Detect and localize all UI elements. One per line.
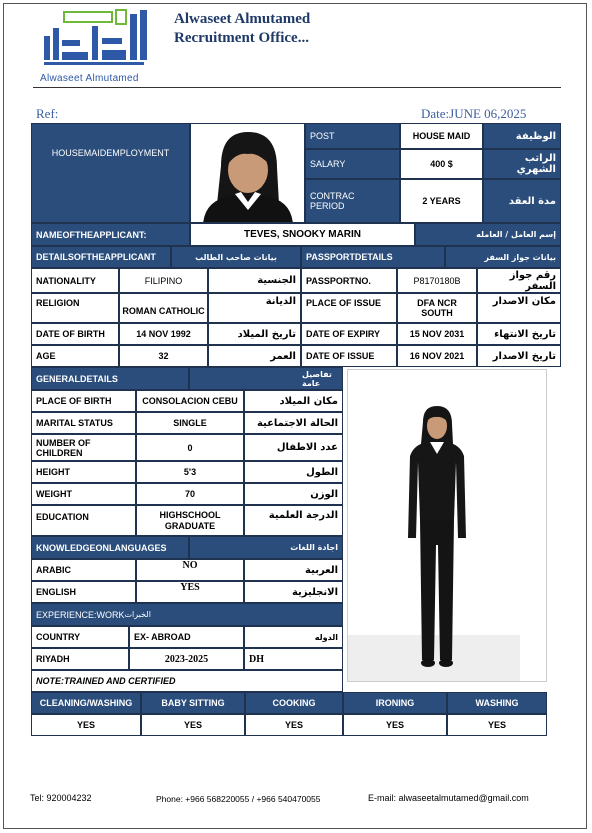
header-divider bbox=[33, 87, 561, 88]
skill-ironing-header: IRONING bbox=[343, 692, 447, 714]
arabic-label: ARABIC bbox=[31, 559, 136, 581]
place-issue-label: PLACE OF ISSUE bbox=[301, 293, 397, 323]
english-label: ENGLISH bbox=[31, 581, 136, 603]
footer-phone: Phone: +966 568220055 / +966 540470055 bbox=[156, 794, 321, 804]
dob-value: 14 NOV 1992 bbox=[119, 323, 208, 345]
applicant-fullbody-photo bbox=[347, 369, 547, 682]
skill-washing-header: WASHING bbox=[447, 692, 547, 714]
post-label: POST bbox=[305, 123, 400, 149]
country-arabic: الدوله bbox=[244, 626, 343, 648]
details-header-arabic: بيانات صاحب الطالب bbox=[171, 246, 301, 268]
nationality-label: NATIONALITY bbox=[31, 268, 119, 293]
education-label: EDUCATION bbox=[31, 505, 136, 536]
trained-note: NOTE:TRAINED AND CERTIFIED bbox=[31, 670, 343, 692]
passport-no-value: P8170180B bbox=[397, 268, 477, 293]
experience-role: DH bbox=[244, 648, 343, 670]
pob-label: PLACE OF BIRTH bbox=[31, 390, 136, 412]
height-arabic: الطول bbox=[244, 461, 343, 483]
skill-cleaning-header: CLEANING/WASHING bbox=[31, 692, 141, 714]
marital-label: MARITAL STATUS bbox=[31, 412, 136, 434]
place-issue-value: DFA NCR SOUTH bbox=[397, 293, 477, 323]
company-logo bbox=[40, 6, 160, 82]
dob-label: DATE OF BIRTH bbox=[31, 323, 119, 345]
contract-label: CONTRAC PERIOD bbox=[305, 179, 400, 223]
religion-arabic: الديانة bbox=[208, 293, 301, 323]
country-value: EX- ABROAD bbox=[129, 626, 244, 648]
name-arabic: إسم العامل / العامله bbox=[415, 223, 561, 246]
religion-label: RELIGION bbox=[31, 293, 119, 323]
salary-label: SALARY bbox=[305, 149, 400, 179]
logo-caption: Alwaseet Almutamed bbox=[40, 73, 139, 84]
footer-email: E-mail: alwaseetalmutamed@gmail.com bbox=[368, 793, 529, 803]
skill-cooking-header: COOKING bbox=[245, 692, 343, 714]
applicant-name: TEVES, SNOOKY MARIN bbox=[190, 223, 415, 246]
skill-cooking-value: YES bbox=[245, 714, 343, 736]
religion-value: ROMAN CATHOLIC bbox=[119, 293, 208, 323]
arabic-arabic: العربية bbox=[244, 559, 343, 581]
experience-header-en: EXPERIENCE:WORK bbox=[36, 609, 125, 620]
name-label: NAMEOFTHEAPPLICANT: bbox=[31, 223, 190, 246]
arabic-value: NO bbox=[136, 559, 244, 581]
english-arabic: الانجليزية bbox=[244, 581, 343, 603]
age-arabic: العمر bbox=[208, 345, 301, 367]
passport-no-label: PASSPORTNO. bbox=[301, 268, 397, 293]
position-title: HOUSEMAIDEMPLOYMENT bbox=[31, 123, 190, 223]
passport-header: PASSPORTDETAILS bbox=[301, 246, 445, 268]
date-label: Date:JUNE 06,2025 bbox=[421, 106, 527, 121]
company-subtitle: Recruitment Office... bbox=[174, 30, 309, 46]
contract-arabic: مدة العقد bbox=[483, 179, 561, 223]
marital-arabic: الحالة الاجتماعية bbox=[244, 412, 343, 434]
english-value: YES bbox=[136, 581, 244, 603]
company-name: Alwaseet Almutamed bbox=[174, 11, 311, 27]
age-value: 32 bbox=[119, 345, 208, 367]
expiry-value: 15 NOV 2031 bbox=[397, 323, 477, 345]
country-label: COUNTRY bbox=[31, 626, 129, 648]
issue-date-arabic: تاريخ الاصدار bbox=[477, 345, 561, 367]
education-value: HIGHSCHOOL GRADUATE bbox=[136, 505, 244, 536]
marital-value: SINGLE bbox=[136, 412, 244, 434]
languages-header-arabic: اجادة اللغات bbox=[189, 536, 343, 559]
footer-tel: Tel: 920004232 bbox=[30, 793, 92, 803]
weight-arabic: الوزن bbox=[244, 483, 343, 505]
skill-washing-value: YES bbox=[447, 714, 547, 736]
place-issue-arabic: مكان الاصدار bbox=[477, 293, 561, 323]
nationality-value: FILIPINO bbox=[119, 268, 208, 293]
experience-header bbox=[31, 603, 343, 626]
logo-mark-icon bbox=[40, 6, 160, 68]
weight-label: WEIGHT bbox=[31, 483, 136, 505]
experience-years: 2023-2025 bbox=[129, 648, 244, 670]
dob-arabic: تاريخ الميلاد bbox=[208, 323, 301, 345]
post-value: HOUSE MAID bbox=[400, 123, 483, 149]
skill-ironing-value: YES bbox=[343, 714, 447, 736]
nationality-arabic: الجنسية bbox=[208, 268, 301, 293]
children-label: NUMBER OF CHILDREN bbox=[31, 434, 136, 461]
height-label: HEIGHT bbox=[31, 461, 136, 483]
skill-babysitting-value: YES bbox=[141, 714, 245, 736]
pob-arabic: مكان الميلاد bbox=[244, 390, 343, 412]
expiry-label: DATE OF EXPIRY bbox=[301, 323, 397, 345]
skill-cleaning-value: YES bbox=[31, 714, 141, 736]
experience-place: RIYADH bbox=[31, 648, 129, 670]
general-header: GENERALDETAILS bbox=[31, 367, 189, 390]
weight-value: 70 bbox=[136, 483, 244, 505]
salary-value: 400 $ bbox=[400, 149, 483, 179]
education-arabic: الدرجة العلمية bbox=[244, 505, 343, 536]
pob-value: CONSOLACION CEBU bbox=[136, 390, 244, 412]
age-label: AGE bbox=[31, 345, 119, 367]
ref-label: Ref: bbox=[36, 106, 59, 121]
passport-header-arabic: بيانات جواز السفر bbox=[445, 246, 561, 268]
experience-header-arabic: الخبرات bbox=[124, 610, 151, 619]
children-value: 0 bbox=[136, 434, 244, 461]
children-arabic: عدد الاطفال bbox=[244, 434, 343, 461]
expiry-arabic: تاريخ الانتهاء bbox=[477, 323, 561, 345]
issue-date-value: 16 NOV 2021 bbox=[397, 345, 477, 367]
general-header-arabic: تفاصيل عامة bbox=[189, 367, 343, 390]
height-value: 5'3 bbox=[136, 461, 244, 483]
details-header: DETAILSOFTHEAPPLICANT bbox=[31, 246, 171, 268]
post-arabic: الوظيفة bbox=[483, 123, 561, 149]
contract-value: 2 YEARS bbox=[400, 179, 483, 223]
languages-header: KNOWLEDGEONLANGUAGES bbox=[31, 536, 189, 559]
passport-no-arabic: رقم جواز السفر bbox=[477, 268, 561, 293]
salary-arabic: الراتب الشهري bbox=[483, 149, 561, 179]
skill-babysitting-header: BABY SITTING bbox=[141, 692, 245, 714]
issue-date-label: DATE OF ISSUE bbox=[301, 345, 397, 367]
applicant-headshot bbox=[190, 123, 305, 223]
